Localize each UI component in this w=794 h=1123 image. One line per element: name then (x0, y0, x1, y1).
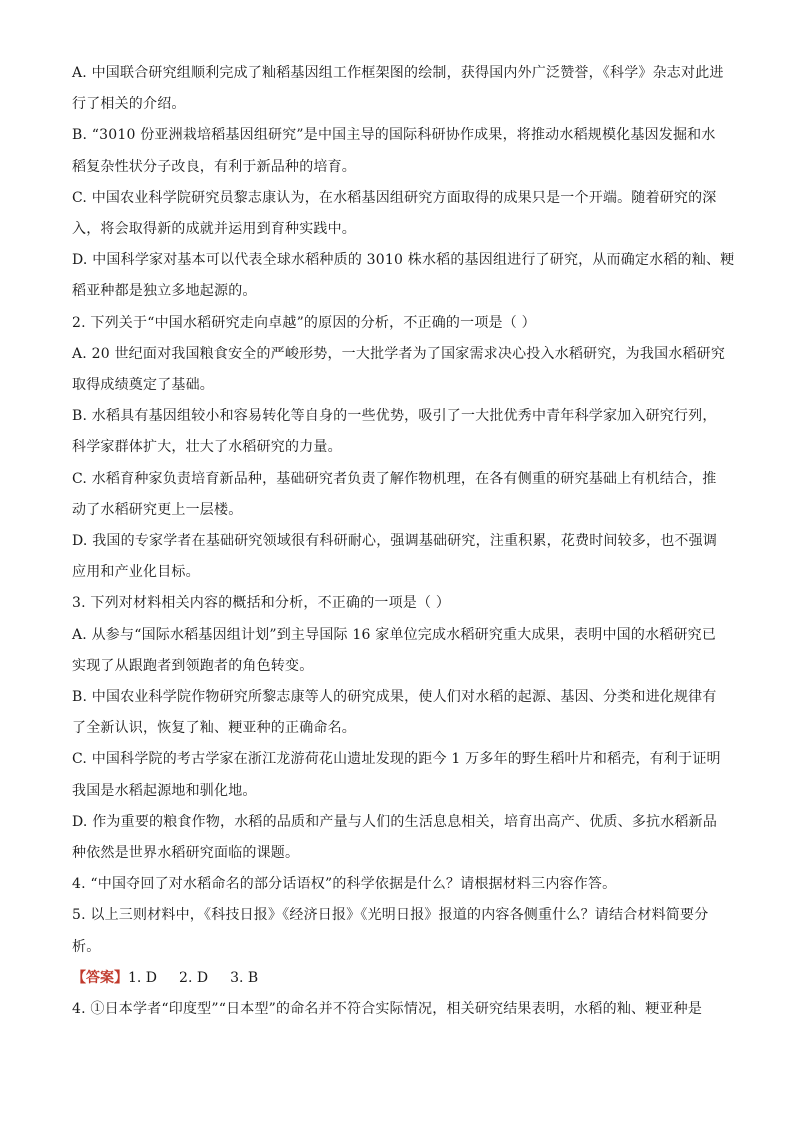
text-line: 稻复杂性状分子改良，有利于新品种的培育。 (72, 158, 356, 175)
paragraph (72, 900, 722, 962)
paragraph (72, 526, 722, 588)
text-line: B. “3010 份亚洲栽培稻基因组研究”是中国主导的国际科研协作成果，将推动水稻规模化基因发掘和水 (72, 127, 716, 144)
text-line: 种依然是世界水稻研究面临的课题。 (72, 845, 300, 862)
text-line: 我国是水稻起源地和驯化地。 (72, 782, 257, 799)
text-line: 稻亚种都是独立多地起源的。 (72, 283, 257, 300)
answer-tag: 【答案】 (72, 969, 128, 986)
answer-line (72, 963, 722, 994)
answer-item: 2. D (179, 969, 209, 986)
text-line: 析。 (72, 938, 101, 955)
paragraph (72, 120, 722, 182)
answer-item: 1. D (128, 969, 158, 986)
text-line: C. 中国农业科学院研究员黎志康认为，在水稻基因组研究方面取得的成果只是一个开端。随着研究的深 (72, 189, 717, 206)
text-line: B. 中国农业科学院作物研究所黎志康等人的研究成果，使人们对水稻的起源、基因、分类和进化规律有 (72, 689, 717, 706)
document-page (72, 58, 735, 1025)
text-line: B. 水稻具有基因组较小和容易转化等自身的一些优势，吸引了一大批优秀中青年科学家加入研究行列， (72, 408, 717, 425)
text-line: A. 从参与“国际水稻基因组计划”到主导国际 16 家单位完成水稻研究重大成果，表明中国的水稻研究已 (72, 626, 717, 643)
paragraph (72, 308, 722, 339)
question-list (72, 58, 735, 963)
text-line: 实现了从跟跑者到领跑者的角色转变。 (72, 657, 314, 674)
text-line: 科学家群体扩大，壮大了水稻研究的力量。 (72, 439, 342, 456)
text-line: C. 水稻育种家负责培育新品种，基础研究者负责了解作物机理，在各有侧重的研究基础上有机结合，推 (72, 470, 717, 487)
text-line: C. 中国科学院的考古学家在浙江龙游荷花山遗址发现的距今 1 万多年的野生稻叶片和稻壳，有利于证明 (72, 751, 721, 768)
text-line: 4. “中国夺回了对水稻命名的部分话语权”的科学依据是什么？请根据材料三内容作答。 (72, 876, 617, 893)
text-line: A. 中国联合研究组顺利完成了籼稻基因组工作框架图的绘制，获得国内外广泛赞誉，《科学》杂志对此进 (72, 65, 724, 81)
text-line: 取得成绩奠定了基础。 (72, 377, 214, 394)
paragraph (72, 58, 722, 120)
text-line: 了全新认识，恢复了籼、粳亚种的正确命名。 (72, 720, 356, 737)
text-line: 行了相关的介绍。 (72, 96, 186, 113)
paragraph (72, 744, 722, 806)
text-line: D. 我国的专家学者在基础研究领域很有科研耐心，强调基础研究，注重积累，花费时间较多，也不强调 (72, 533, 718, 550)
paragraph (72, 339, 726, 401)
text-line: A. 20 世纪面对我国粮食安全的严峻形势，一大批学者为了国家需求决心投入水稻研究，为我国水稻研究 (72, 345, 726, 362)
paragraph (72, 464, 722, 526)
paragraph (72, 682, 722, 744)
paragraph (72, 245, 735, 307)
answer-explanation-line: 4. ①日本学者“印度型”“日本型”的命名并不符合实际情况，相关研究结果表明，水稻的籼、粳亚种是 (72, 1001, 703, 1018)
paragraph (72, 183, 722, 245)
text-line: 入，将会取得新的成就并运用到育种实践中。 (72, 221, 356, 238)
text-line: 动了水稻研究更上一层楼。 (72, 501, 243, 518)
paragraph (72, 807, 722, 869)
paragraph (72, 620, 722, 682)
text-line: 3. 下列对材料相关内容的概括和分析，不正确的一项是（ ） (72, 595, 451, 612)
text-line: 2. 下列关于“中国水稻研究走向卓越”的原因的分析，不正确的一项是（ ） (72, 314, 536, 331)
paragraph (72, 588, 722, 619)
text-line: 应用和产业化目标。 (72, 564, 200, 581)
paragraph (72, 869, 722, 900)
paragraph (72, 401, 722, 463)
text-line: 5. 以上三则材料中，《科技日报》《经济日报》《光明日报》报道的内容各侧重什么？请结合材料简要分 (72, 907, 709, 924)
text-line: D. 中国科学家对基本可以代表全球水稻种质的 3010 株水稻的基因组进行了研究，从而确定水稻的籼、粳 (72, 252, 735, 269)
answer-item: 3. B (230, 969, 259, 986)
text-line: D. 作为重要的粮食作物，水稻的品质和产量与人们的生活息息相关，培育出高产、优质、多抗水稻新品 (72, 813, 718, 830)
